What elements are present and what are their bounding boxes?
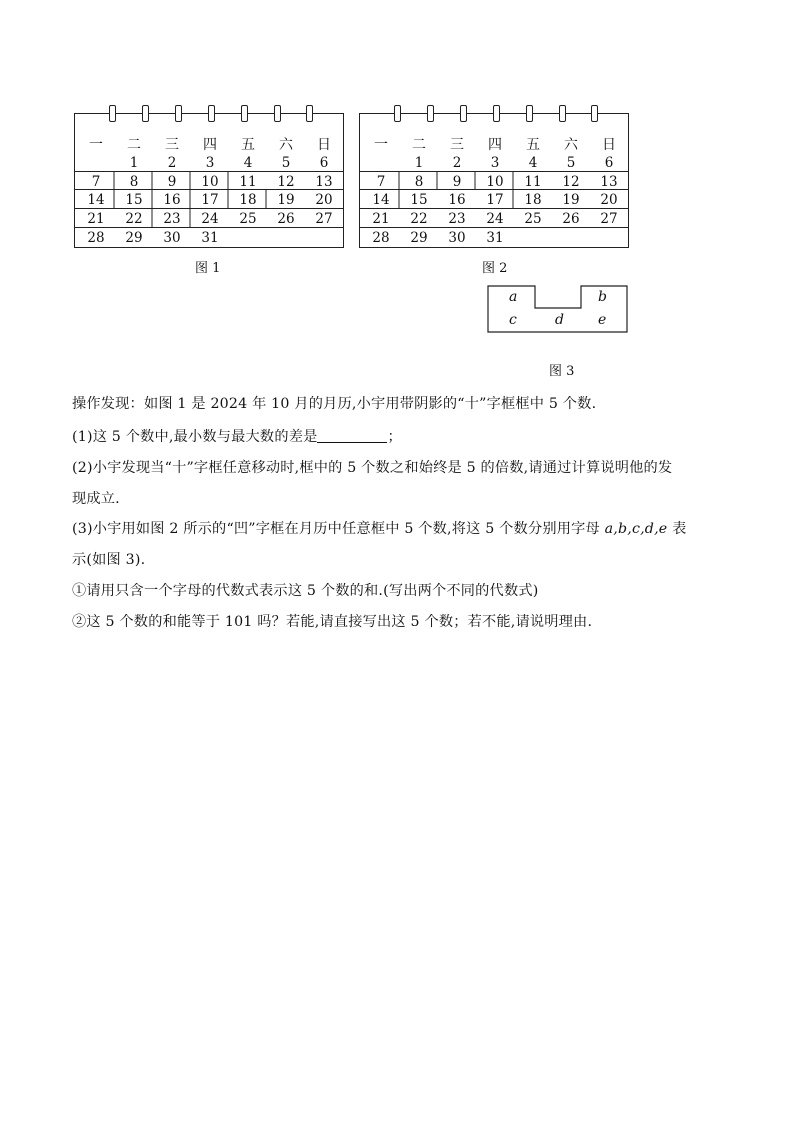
concave-frame-outline xyxy=(359,113,629,248)
weekday-label: 三 xyxy=(165,137,179,153)
calendar-day: 8 xyxy=(414,174,424,190)
calendar-day: 16 xyxy=(163,192,181,208)
calendar-day: 15 xyxy=(125,192,143,208)
figure-3-label-b: b xyxy=(598,289,607,305)
calendar-day: 22 xyxy=(125,211,143,227)
calendar-day: 27 xyxy=(315,211,333,227)
figure-3-label-e: e xyxy=(598,312,607,328)
calendar-day: 25 xyxy=(524,211,542,227)
answer-blank xyxy=(317,428,387,443)
calendar-day: 3 xyxy=(205,155,215,171)
calendar-day: 27 xyxy=(600,211,618,227)
cross-frame-outline xyxy=(74,113,344,248)
figure-3-label-c: c xyxy=(509,312,517,328)
calendar-day: 4 xyxy=(243,155,253,171)
figure-2-caption: 图 2 xyxy=(482,261,508,276)
figure-3-caption: 图 3 xyxy=(549,364,575,379)
weekday-label: 三 xyxy=(450,137,464,153)
figure-3-label-d: d xyxy=(555,312,564,328)
calendar-day: 18 xyxy=(239,192,257,208)
calendar-day: 6 xyxy=(319,155,329,171)
calendar-day: 1 xyxy=(414,155,424,171)
calendar-day: 30 xyxy=(448,230,466,246)
question-1 xyxy=(72,427,402,447)
calendar-day: 23 xyxy=(163,211,181,227)
calendar-day: 2 xyxy=(452,155,462,171)
calendar-day: 21 xyxy=(87,211,105,227)
calendar-day: 17 xyxy=(201,192,219,208)
calendar-day: 12 xyxy=(562,174,580,190)
calendar-day: 31 xyxy=(201,230,219,246)
calendar-day: 24 xyxy=(201,211,219,227)
calendar-day: 15 xyxy=(410,192,428,208)
weekday-label: 一 xyxy=(374,137,388,153)
calendar-day: 18 xyxy=(524,192,542,208)
calendar-figure-2 xyxy=(359,113,629,248)
calendar-day: 10 xyxy=(201,174,219,190)
question-3-line-1 xyxy=(72,519,687,539)
calendar-day: 4 xyxy=(528,155,538,171)
calendar-day: 9 xyxy=(452,174,462,190)
problem-intro: 操作发现：如图 1 是 2024 年 10 月的月历,小宇用带阴影的“十”字框框中 5 个数. xyxy=(72,396,597,412)
calendar-day: 17 xyxy=(486,192,504,208)
calendar-day: 28 xyxy=(372,230,390,246)
calendar-day: 19 xyxy=(562,192,580,208)
calendar-day: 24 xyxy=(486,211,504,227)
calendar-day: 13 xyxy=(600,174,618,190)
question-1-text: (1)这 5 个数中,最小数与最大数的差是 xyxy=(72,429,318,445)
calendar-day: 20 xyxy=(315,192,333,208)
calendar-day: 29 xyxy=(125,230,143,246)
calendar-day: 26 xyxy=(562,211,580,227)
weekday-label: 日 xyxy=(317,137,331,153)
calendar-day: 7 xyxy=(376,174,386,190)
calendar-day: 22 xyxy=(410,211,428,227)
question-1-suffix: ； xyxy=(387,429,402,445)
question-3-sub-1: ①请用只含一个字母的代数式表示这 5 个数的和.(写出两个不同的代数式) xyxy=(72,583,539,599)
question-3-text-end: 表 xyxy=(667,521,687,537)
calendar-day: 23 xyxy=(448,211,466,227)
weekday-label: 四 xyxy=(488,137,502,153)
calendar-day: 28 xyxy=(87,230,105,246)
figure-3-label-a: a xyxy=(509,289,518,305)
calendar-day: 7 xyxy=(91,174,101,190)
weekday-label: 二 xyxy=(412,137,426,153)
question-2-line-1: (2)小宇发现当“十”字框任意移动时,框中的 5 个数之和始终是 5 的倍数,请通过计算说明他的发 xyxy=(72,460,673,476)
calendar-day: 14 xyxy=(372,192,390,208)
calendar-day: 19 xyxy=(277,192,295,208)
calendar-day: 13 xyxy=(315,174,333,190)
weekday-label: 日 xyxy=(602,137,616,153)
weekday-label: 六 xyxy=(279,137,293,153)
weekday-label: 一 xyxy=(89,137,103,153)
question-3-sub-2: ②这 5 个数的和能等于 101 吗？若能,请直接写出这 5 个数；若不能,请说明理由. xyxy=(72,614,593,630)
calendar-day: 10 xyxy=(486,174,504,190)
calendar-figure-1 xyxy=(74,113,344,248)
calendar-day: 29 xyxy=(410,230,428,246)
calendar-day: 8 xyxy=(129,174,139,190)
question-3-letters: a,b,c,d,e xyxy=(604,521,668,537)
calendar-day: 11 xyxy=(524,174,542,190)
calendar-day: 1 xyxy=(129,155,139,171)
calendar-day: 3 xyxy=(490,155,500,171)
calendar-day: 5 xyxy=(281,155,291,171)
weekday-label: 五 xyxy=(241,137,255,153)
calendar-day: 30 xyxy=(163,230,181,246)
weekday-label: 五 xyxy=(526,137,540,153)
calendar-day: 21 xyxy=(372,211,390,227)
figure-1-caption: 图 1 xyxy=(195,261,221,276)
question-3-text: (3)小宇用如图 2 所示的“凹”字框在月历中任意框中 5 个数,将这 5 个数分别用字母 xyxy=(72,521,605,537)
calendar-day: 14 xyxy=(87,192,105,208)
calendar-day: 11 xyxy=(239,174,257,190)
calendar-day: 5 xyxy=(566,155,576,171)
weekday-label: 二 xyxy=(127,137,141,153)
calendar-day: 16 xyxy=(448,192,466,208)
question-2-line-2: 现成立. xyxy=(72,491,120,507)
calendar-day: 20 xyxy=(600,192,618,208)
weekday-label: 六 xyxy=(564,137,578,153)
calendar-day: 9 xyxy=(167,174,177,190)
calendar-day: 31 xyxy=(486,230,504,246)
calendar-day: 6 xyxy=(604,155,614,171)
calendar-day: 26 xyxy=(277,211,295,227)
question-3-line-2: 示(如图 3). xyxy=(72,552,146,568)
calendar-day: 12 xyxy=(277,174,295,190)
calendar-day: 25 xyxy=(239,211,257,227)
weekday-label: 四 xyxy=(203,137,217,153)
calendar-day: 2 xyxy=(167,155,177,171)
